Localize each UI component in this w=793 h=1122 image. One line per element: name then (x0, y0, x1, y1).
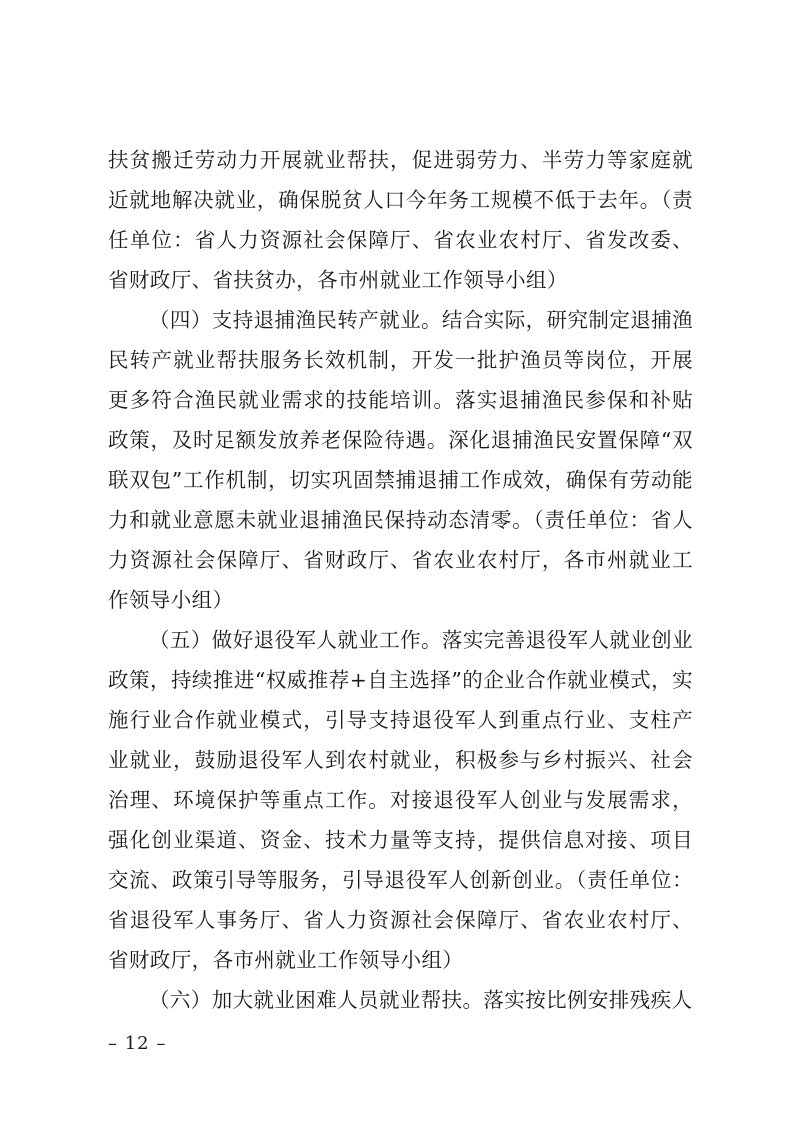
paragraph-section-6: （六）加大就业困难人员就业帮扶。落实按比例安排残疾人 (149, 988, 693, 1012)
body-text (108, 140, 693, 1020)
page-number: – 12 – (108, 1033, 167, 1054)
paragraph-continuation: 扶贫搬迁劳动力开展就业帮扶，促进弱劳力、半劳力等家庭就近就地解决就业，确保脱贫人口今年务工规模不低于去年。（责任单位：省人力资源社会保障厅、省农业农村厅、省发改委、省财政厅、省扶贫办，各市州就业工作领导小组） (108, 148, 693, 292)
paragraph-section-5: （五）做好退役军人就业工作。落实完善退役军人就业创业政策，持续推进“权威推荐+自主选择”的企业合作就业模式，实施行业合作就业模式，引导支持退役军人到重点行业、支柱产业就业，鼓励退役军人到农村就业，积极参与乡村振兴、社会治理、环境保护等重点工作。对接退役军人创业与发展需求，强化创业渠道、资金、技术力量等支持，提供信息对接、项目交流、政策引导等服务，引导退役军人创新创业。（责任单位：省退役军人事务厅、省人力资源社会保障厅、省农业农村厅、省财政厅，各市州就业工作领导小组） (108, 628, 693, 972)
paragraph-section-4: （四）支持退捕渔民转产就业。结合实际，研究制定退捕渔民转产就业帮扶服务长效机制，开发一批护渔员等岗位，开展更多符合渔民就业需求的技能培训。落实退捕渔民参保和补贴政策，及时足额发放养老保险待遇。深化退捕渔民安置保障“双联双包”工作机制，切实巩固禁捕退捕工作成效，确保有劳动能力和就业意愿未就业退捕渔民保持动态清零。（责任单位：省人力资源社会保障厅、省财政厅、省农业农村厅，各市州就业工作领导小组） (108, 308, 693, 612)
